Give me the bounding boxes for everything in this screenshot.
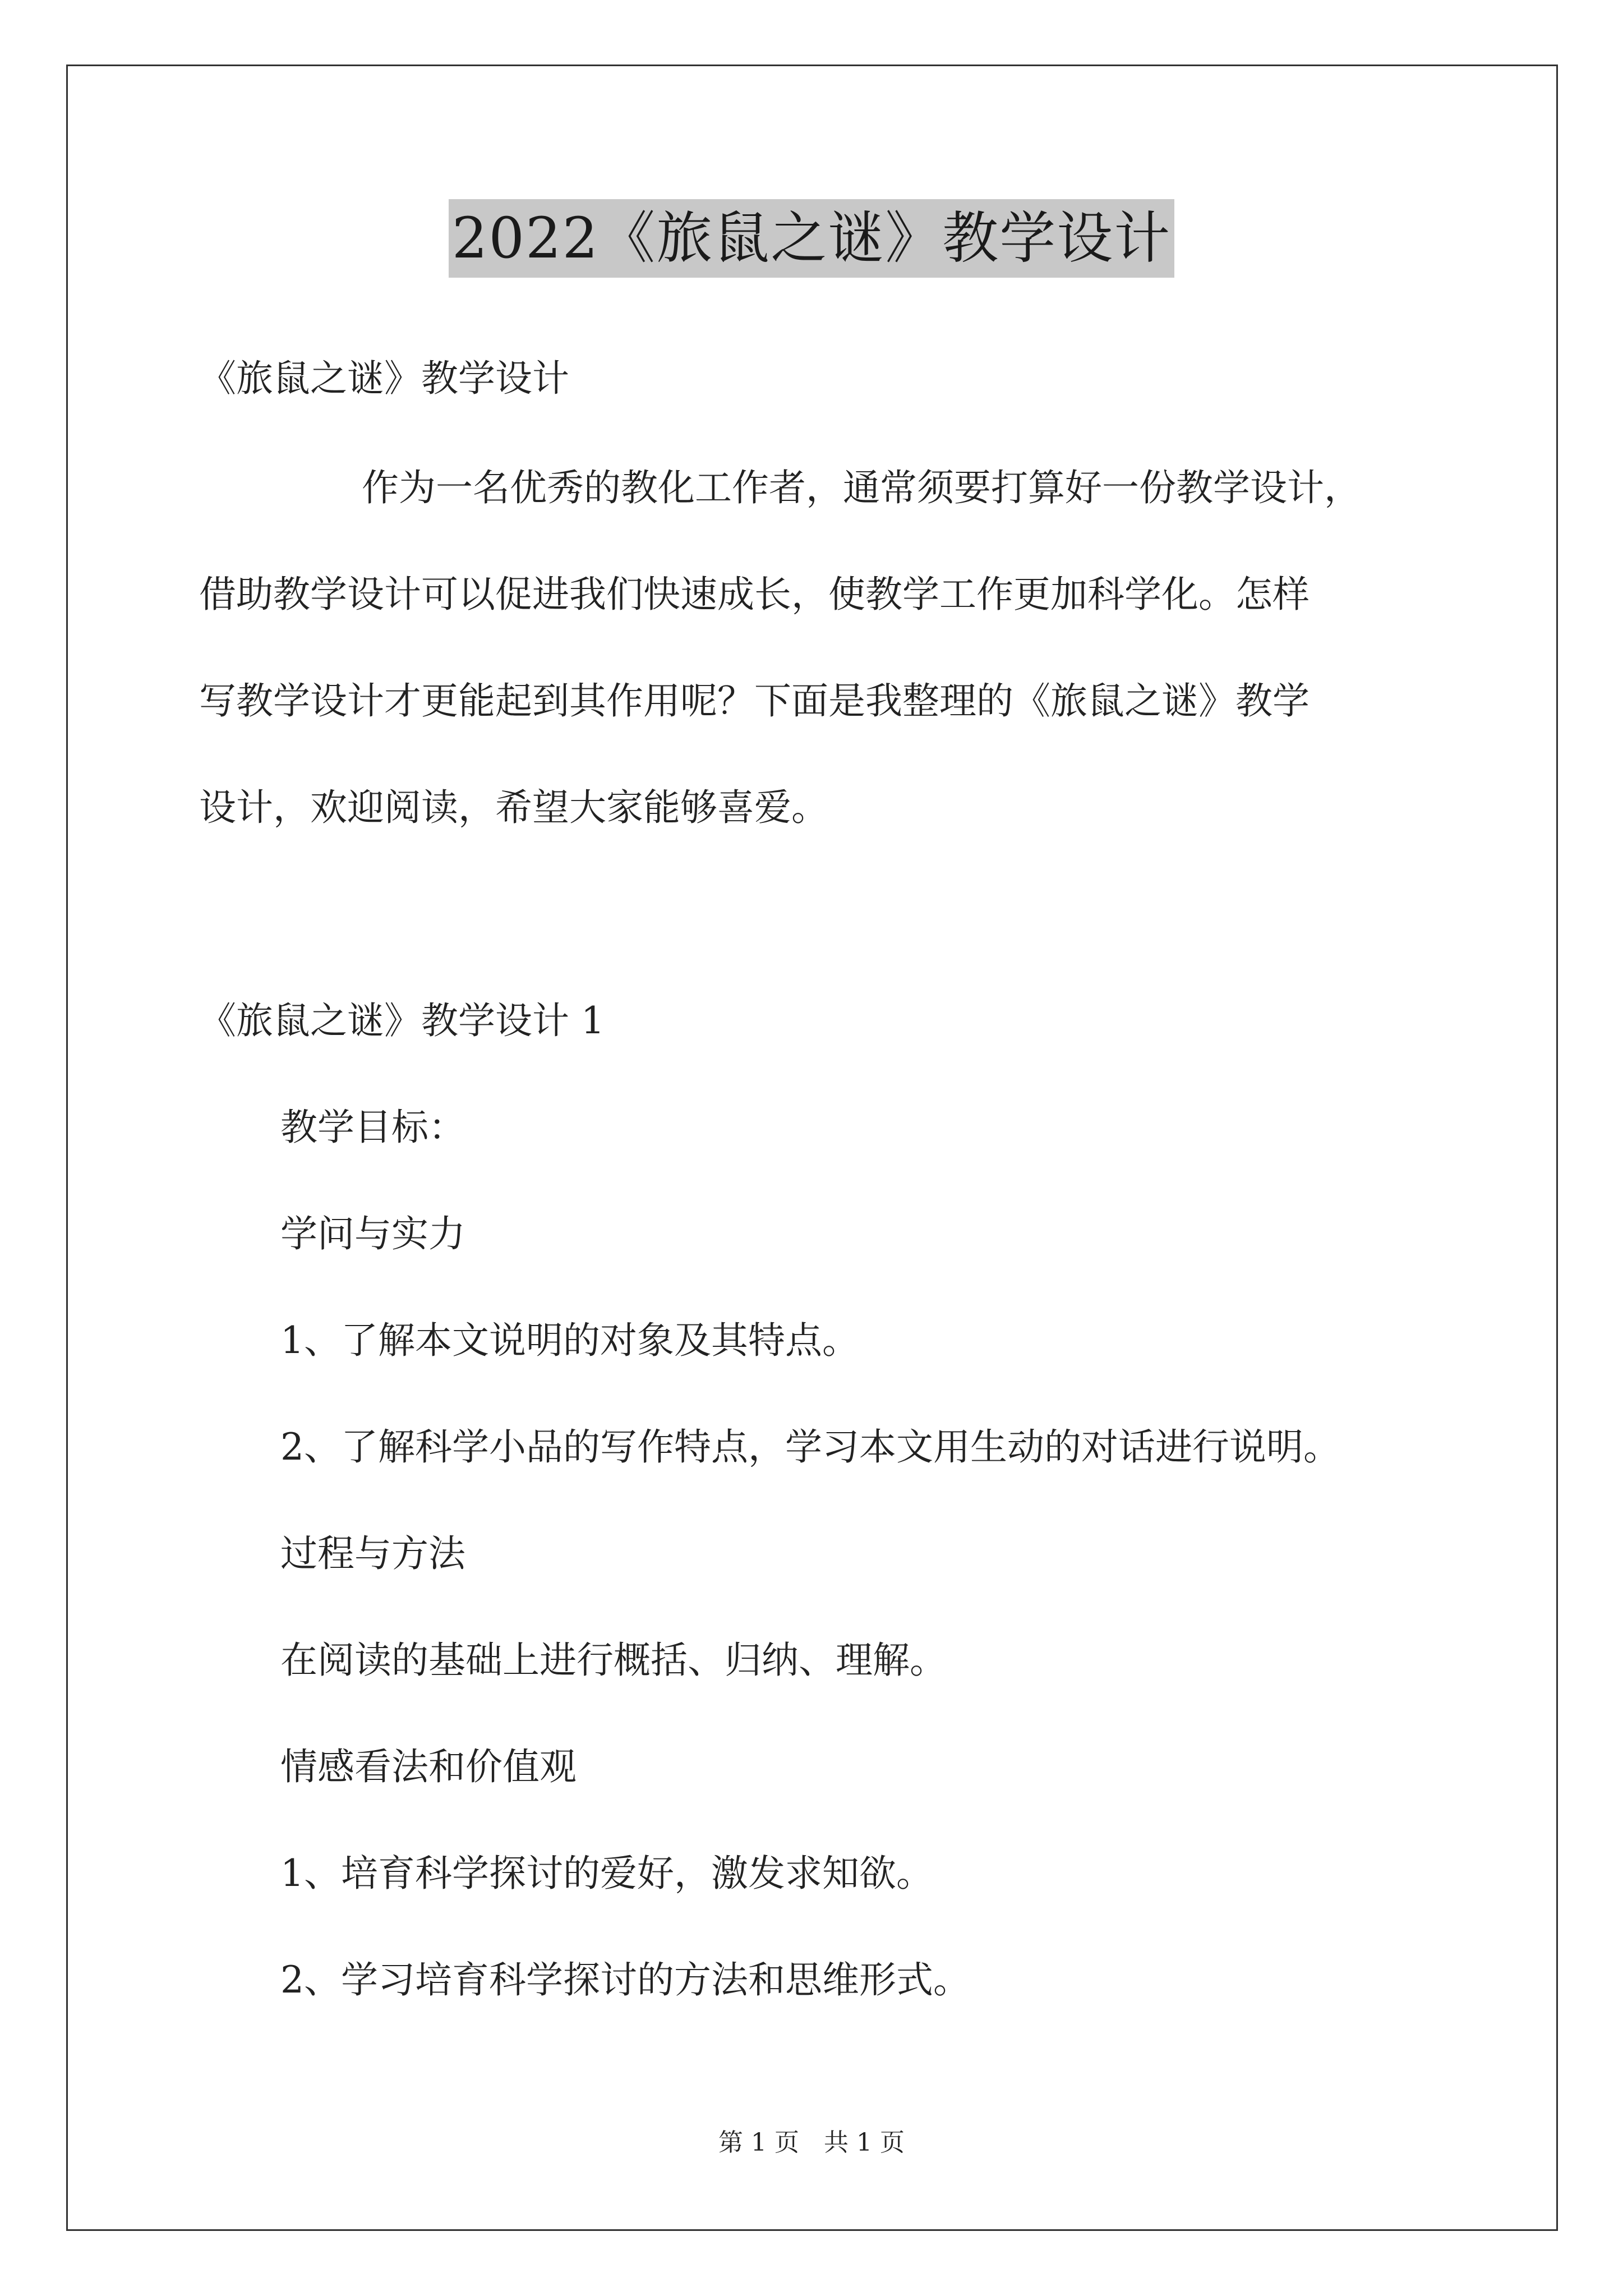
body-line-7: 情感看法和价值观 (280, 1745, 577, 1788)
section-heading: 《旅鼠之谜》教学设计 1 (199, 999, 605, 1042)
body-line-9: 2、学习培育科学探讨的方法和思维形式。 (280, 1958, 970, 2001)
document-subtitle: 《旅鼠之谜》教学设计 (199, 357, 569, 400)
body-line-5: 过程与方法 (280, 1532, 465, 1575)
page-footer: 第 1 页 共 1 页 (718, 2128, 905, 2157)
title-container (0, 199, 1623, 278)
document-title: 2022《旅鼠之谜》教学设计 (449, 199, 1175, 278)
intro-line-4: 设计，欢迎阅读，希望大家能够喜爱。 (199, 786, 828, 829)
body-line-8: 1、培育科学探讨的爱好，激发求知欲。 (280, 1852, 933, 1895)
intro-line-3: 写教学设计才更能起到其作用呢？下面是我整理的《旅鼠之谜》教学 (199, 679, 1310, 723)
intro-line-1: 作为一名优秀的教化工作者，通常须要打算好一份教学设计， (362, 466, 1361, 509)
body-line-6: 在阅读的基础上进行概括、归纳、理解。 (280, 1639, 947, 1682)
body-line-4: 2、了解科学小品的写作特点，学习本文用生动的对话进行说明。 (280, 1425, 1340, 1469)
body-line-2: 学问与实力 (280, 1212, 465, 1255)
body-line-1: 教学目标： (280, 1106, 465, 1149)
body-line-3: 1、了解本文说明的对象及其特点。 (280, 1319, 859, 1362)
intro-line-2: 借助教学设计可以促进我们快速成长，使教学工作更加科学化。怎样 (199, 573, 1310, 616)
